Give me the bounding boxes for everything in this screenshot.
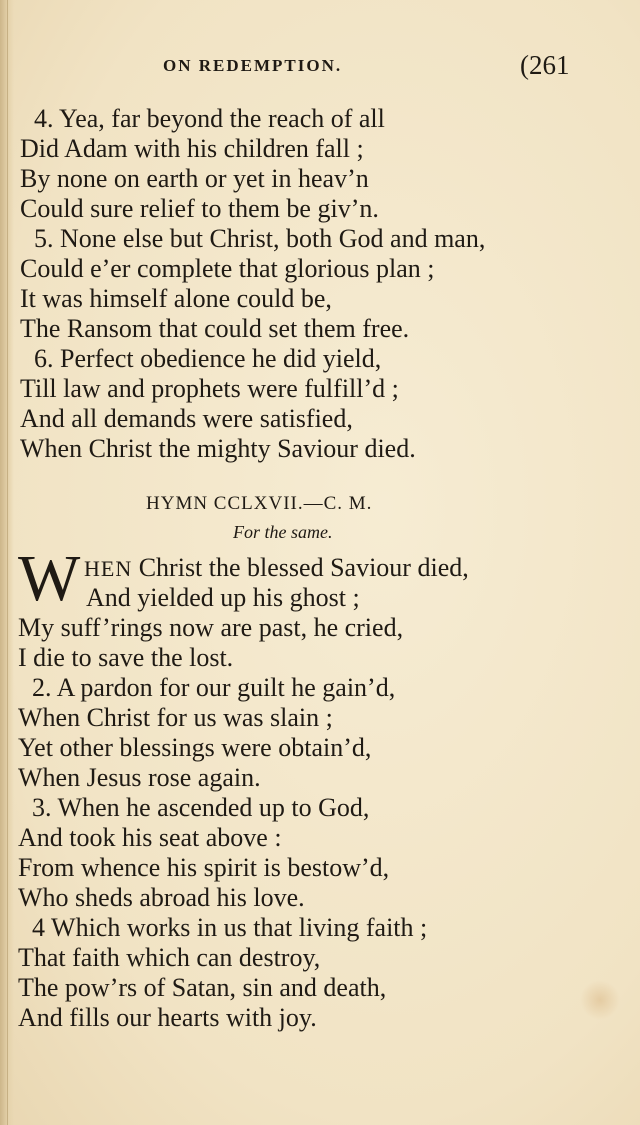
drop-cap: W: [18, 542, 81, 615]
verse-line: 4. Yea, far beyond the reach of all: [34, 104, 385, 133]
verse-line: When Christ the mighty Saviour died.: [20, 434, 416, 463]
verse-line: 5. None else but Christ, both God and man,: [34, 224, 486, 253]
verse-line: My suff’rings now are past, he cried,: [18, 613, 404, 642]
verse-line: The Ransom that could set them free.: [20, 314, 410, 343]
verse-line: 3. When he ascended up to God,: [32, 793, 370, 822]
verse-line-first: [84, 553, 469, 584]
verse-line: I die to save the lost.: [18, 643, 234, 672]
paper-stain: [580, 980, 620, 1020]
verse-line: Till law and prophets were fulfill’d ;: [20, 374, 399, 403]
verse-line: When Christ for us was slain ;: [18, 703, 333, 732]
verse-line: That faith which can destroy,: [18, 943, 321, 972]
verse-line: 4 Which works in us that living faith ;: [32, 913, 428, 942]
verse-line: 2. A pardon for our guilt he gain’d,: [32, 673, 396, 702]
verse-line: When Jesus rose again.: [18, 763, 261, 792]
verse-line: 6. Perfect obedience he did yield,: [34, 344, 382, 373]
first-line-rest: Christ the blessed Saviour died,: [132, 553, 469, 582]
verse-line: From whence his spirit is bestow’d,: [18, 853, 390, 882]
verse-line: Yet other blessings were obtain’d,: [18, 733, 372, 762]
verse-line: Could sure relief to them be giv’n.: [20, 194, 379, 223]
verse-line: And yielded up his ghost ;: [86, 583, 360, 612]
first-word-caps: HEN: [84, 556, 133, 581]
verse-line: And all demands were satisfied,: [20, 404, 353, 433]
verse-line: Did Adam with his children fall ;: [20, 134, 364, 163]
verse-line: It was himself alone could be,: [20, 284, 332, 313]
verse-line: Could e’er complete that glorious plan ;: [20, 254, 435, 283]
verse-line: And fills our hearts with joy.: [18, 1003, 317, 1032]
verse-line: Who sheds abroad his love.: [18, 883, 305, 912]
verse-line: The pow’rs of Satan, sin and death,: [18, 973, 387, 1002]
gutter-rule: [7, 0, 8, 1125]
verse-line: And took his seat above :: [18, 823, 282, 852]
verse-line: By none on earth or yet in heav’n: [20, 164, 369, 193]
page-number: (261: [520, 50, 570, 80]
hymn-title: HYMN CCLXVII.—C. M.: [146, 493, 373, 514]
hymn-subtitle: For the same.: [233, 522, 333, 542]
page-header: [0, 50, 640, 80]
running-head: ON REDEMPTION.: [163, 56, 343, 75]
